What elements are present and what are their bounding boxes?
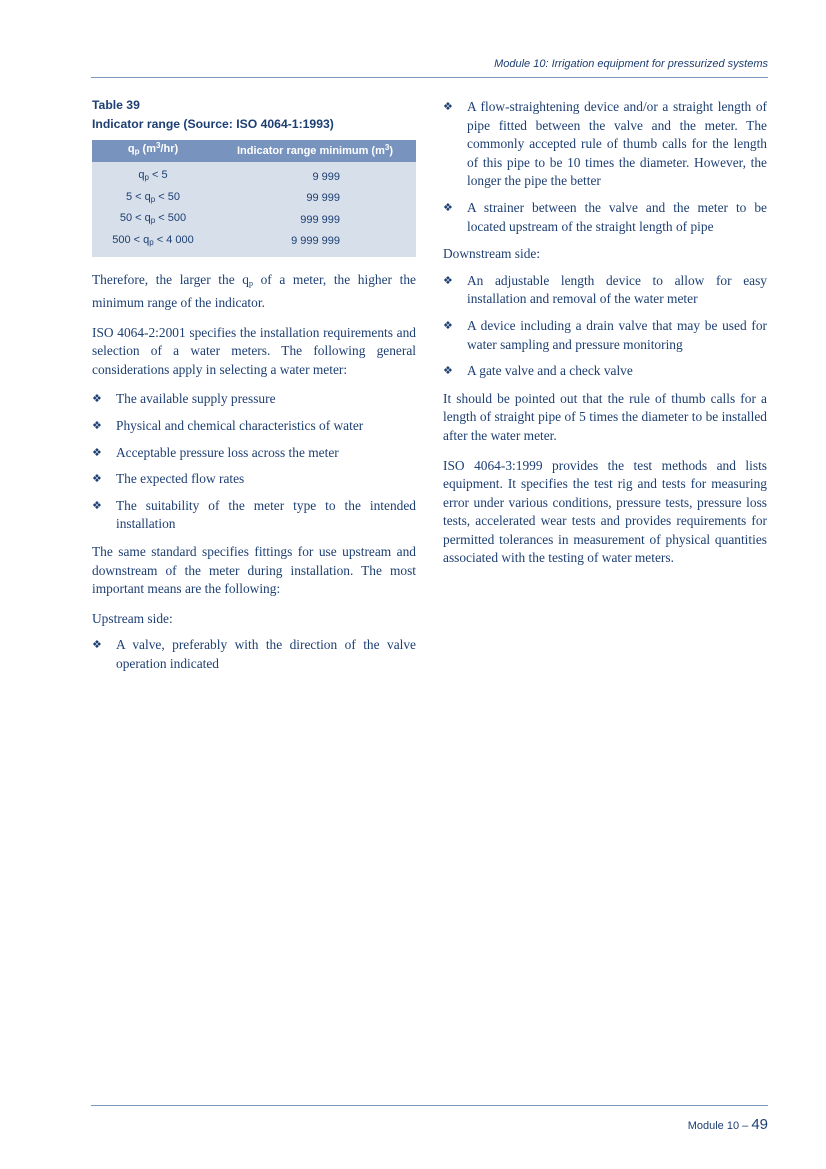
table-row [92, 162, 416, 188]
footer-module-label: Module 10 – [687, 1120, 752, 1132]
diamond-bullet-icon: ❖ [443, 364, 453, 378]
qp-range-cell: $q_p < 5$ [92, 162, 214, 188]
diamond-bullet-icon: ❖ [92, 472, 102, 486]
indicator-value-cell: 99 999 [214, 188, 416, 210]
table-row [92, 188, 416, 210]
list-item: ❖ A flow-straightening device and/or a straight length of pipe fitted between the valve and the meter. The commonly accepted rule of thumb calls for the length of this pipe to be 10 times the diameter. However, the longer the pipe the better [443, 99, 767, 189]
list-item: ❖ An adjustable length device to allow for easy installation and removal of the water meter [443, 272, 767, 307]
diamond-bullet-icon: ❖ [443, 318, 453, 332]
list-item: ❖ Acceptable pressure loss across the meter [92, 444, 416, 463]
upstream-list-continued [443, 98, 767, 236]
list-item: ❖ The expected flow rates [92, 470, 416, 489]
qp-range-cell: $50 < q_p < 500$ [92, 209, 214, 231]
paragraph-iso-4064-2: ISO 4064-2:2001 specifies the installation requirements and selection of a water meters. The following general considerations apply in selecting a water meter: [92, 324, 416, 377]
upstream-heading: Upstream side: [92, 610, 173, 626]
table-caption: Indicator range (Source: ISO 4064-1:1993) [92, 117, 334, 131]
qp-range-cell: $5 < q_p < 50$ [92, 188, 214, 210]
list-item: ❖ The suitability of the meter type to the intended installation [92, 497, 416, 532]
list-item: ❖ A gate valve and a check valve [443, 362, 767, 381]
paragraph-rule-of-thumb: It should be pointed out that the rule of thumb calls for a length of straight pipe of 5 times the diameter to be installed after the water meter. [443, 390, 767, 443]
paragraph-iso-4064-3: ISO 4064-3:1999 provides the test methods and lists equipment. It specifies the test rig and tests for measuring error under various conditions, pressure tests, pressure loss tests, accelerated wear tests and provides requirements for permitted tolerances in measurement of physical quantities associated with the testing of water meters. [443, 457, 767, 566]
diamond-bullet-icon: ❖ [443, 273, 453, 287]
selection-considerations-list [92, 390, 416, 534]
header-rule [91, 77, 768, 78]
upstream-list [92, 636, 416, 673]
diamond-bullet-icon: ❖ [92, 445, 102, 459]
list-item: ❖ The available supply pressure [92, 390, 416, 409]
column-header-indicator-range: Indicator range minimum $(m^3)$ [214, 140, 416, 162]
table-label: Table 39 [92, 98, 140, 112]
list-item: ❖ A device including a drain valve that may be used for water sampling and pressure monitoring [443, 317, 767, 352]
indicator-value-cell: 9 999 [214, 162, 416, 188]
table-row [92, 231, 416, 258]
page-footer [91, 1116, 768, 1133]
diamond-bullet-icon: ❖ [92, 418, 102, 432]
paragraph-qp-range: Therefore, the larger the $q_p$ of a meter, the higher the minimum range of the indicator. [92, 272, 416, 310]
downstream-list [443, 272, 767, 381]
table-row [92, 209, 416, 231]
page-number: 49 [751, 1116, 768, 1133]
right-column [443, 98, 767, 579]
running-header: Module 10: Irrigation equipment for pressurized systems [494, 58, 768, 70]
diamond-bullet-icon: ❖ [92, 498, 102, 512]
table-header-row [92, 140, 416, 162]
qp-range-cell: $500 < q_p < 4$ 000 [92, 231, 214, 258]
list-item: ❖ A valve, preferably with the direction of the valve operation indicated [92, 637, 416, 671]
list-item: ❖ A strainer between the valve and the meter to be located upstream of the straight length of pipe [443, 199, 767, 234]
downstream-heading: Downstream side: [443, 246, 541, 262]
paragraph-fittings: The same standard specifies fittings for use upstream and downstream of the meter during installation. The most important means are the following: [92, 543, 416, 597]
diamond-bullet-icon: ❖ [92, 392, 102, 406]
footer-rule [91, 1105, 768, 1106]
list-item: ❖ Physical and chemical characteristics of water [92, 417, 416, 436]
diamond-bullet-icon: ❖ [443, 200, 453, 214]
diamond-bullet-icon: ❖ [443, 100, 453, 113]
diamond-bullet-icon: ❖ [92, 638, 102, 652]
indicator-value-cell: 999 999 [214, 209, 416, 231]
left-column [92, 96, 416, 682]
indicator-range-table [92, 140, 416, 257]
column-header-qp: $q_p$ $(m^3/hr)$ [92, 140, 214, 162]
indicator-value-cell: 9 999 999 [214, 231, 416, 258]
